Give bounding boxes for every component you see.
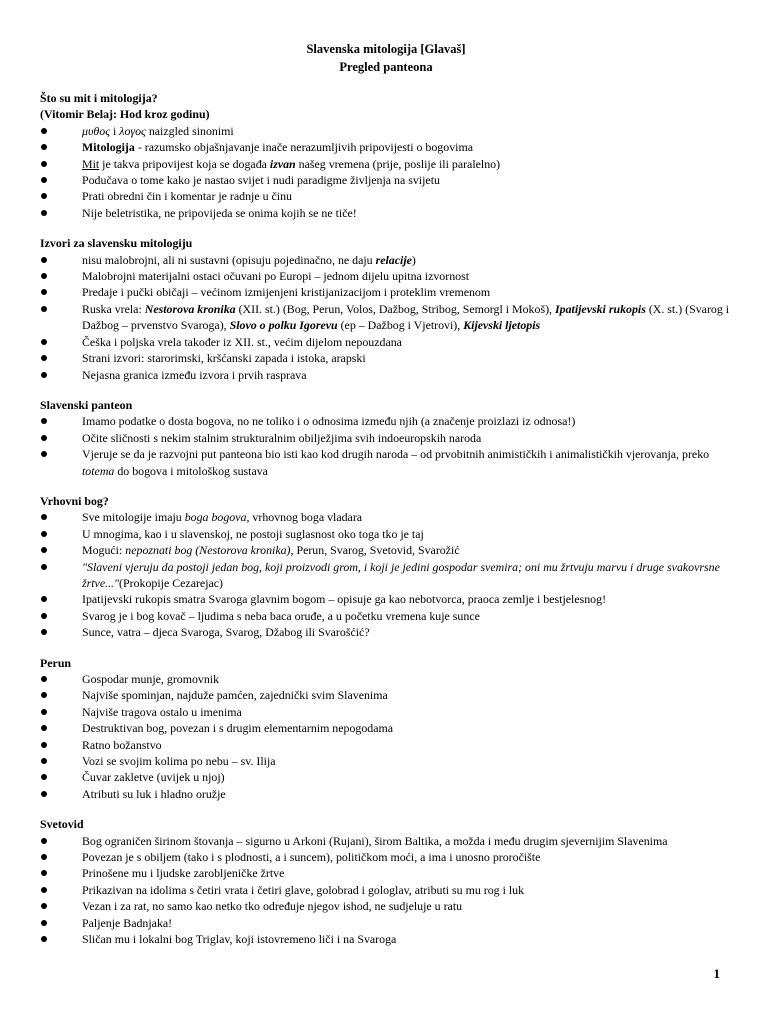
text-run: do bogova i mitološkog sustava	[114, 463, 268, 478]
section-heading: Perun	[40, 655, 72, 670]
text-run: i	[110, 123, 120, 138]
list-item	[40, 915, 732, 931]
document-title: Slavenska mitologija [Glavaš]	[306, 42, 466, 56]
section-perun	[40, 655, 732, 803]
bullet-icon	[41, 547, 47, 553]
text-run: Svarog je i bog kovač – ljudima s neba baca oruđe, a u početku vremena kuje sunce	[82, 608, 480, 623]
text-run: Češka i poljska vrela također iz XII. st., većim dijelom nepouzdana	[82, 334, 402, 349]
list-item	[40, 156, 732, 172]
list-item	[40, 559, 732, 592]
list-item	[40, 205, 732, 221]
bullet-icon	[41, 725, 47, 731]
bullet-icon	[41, 531, 47, 537]
section-svetovid	[40, 816, 732, 947]
text-run: je takva pripovijest koja se događa	[99, 156, 270, 171]
list-item	[40, 786, 732, 802]
list-item	[40, 687, 732, 703]
text-run: (ep – Dažbog i Vjetrovi),	[337, 318, 464, 333]
list-item	[40, 413, 732, 429]
text-run: Očite sličnosti s nekim stalnim strukturalnim obilježjima svih indoeuropskih naroda	[82, 430, 482, 445]
text-run: (X. st.) (Svarog i Dažbog – prvenstvo Svaroga),	[82, 301, 730, 333]
list-item	[40, 172, 732, 188]
list-item	[40, 268, 732, 284]
bullet-icon	[41, 887, 47, 893]
list-item	[40, 526, 732, 542]
bullet-list	[40, 123, 732, 221]
bullet-icon	[41, 161, 47, 167]
text-run: totema	[82, 463, 115, 478]
list-item	[40, 334, 732, 350]
bullet-icon	[41, 870, 47, 876]
bullet-icon	[41, 838, 47, 844]
list-item	[40, 301, 732, 334]
list-item	[40, 542, 732, 558]
list-item	[40, 252, 732, 268]
text-run: Slovo o polku Igorevu	[229, 318, 338, 333]
list-item	[40, 188, 732, 204]
text-run: μυθος	[82, 123, 111, 138]
bullet-icon	[41, 273, 47, 279]
text-run: relacije	[375, 252, 412, 267]
text-run: Paljenje Badnjaka!	[82, 915, 173, 930]
text-run: Gospodar munje, gromovnik	[82, 672, 220, 686]
list-item	[40, 849, 732, 865]
list-item	[40, 753, 732, 769]
text-run: Podučava o tome kako je nastao svijet i nudi paradigme življenja na svijetu	[82, 173, 440, 188]
bullet-icon	[41, 613, 47, 619]
list-item	[40, 898, 732, 914]
list-item	[40, 931, 732, 947]
text-run: našeg vremena (prije, poslije ili paralelno)	[295, 156, 501, 171]
text-run: Čuvar zakletve (uvijek u njoj)	[82, 770, 225, 785]
text-run: Vjeruje se da je razvojni put panteona bio isti kao kod drugih naroda – od prvobitnih animističkih i animalističkih vjerovanja, preko	[82, 447, 710, 462]
section-subheading: (Vitomir Belaj: Hod kroz godinu)	[40, 107, 210, 122]
text-run: Ratno božanstvo	[82, 737, 162, 752]
section-heading: Što su mit i mitologija?	[40, 91, 158, 105]
text-run: Ipatijevski rukopis	[555, 301, 646, 316]
document-subtitle: Pregled panteona	[339, 60, 433, 74]
bullet-icon	[41, 289, 47, 295]
list-item	[40, 865, 732, 881]
text-run: Nije beletristika, ne pripovijeda se onima kojih se ne tiče!	[82, 205, 357, 220]
bullet-icon	[41, 514, 47, 520]
list-item	[40, 720, 732, 736]
text-run: λογος	[119, 123, 146, 138]
text-run: Destruktivan bog, povezan i s drugim elementarnim nepogodama	[82, 721, 394, 736]
text-run: (XII. st.) (Bog, Perun, Volos, Dažbog, Stribog, Semorgl i Mokoš),	[235, 301, 555, 316]
list-item	[40, 446, 732, 479]
bullet-list	[40, 671, 732, 802]
page-number: 1	[713, 966, 720, 981]
text-run: Sličan mu i lokalni bog Triglav, koji istovremeno liči i na Svaroga	[82, 932, 397, 947]
section-heading: Svetovid	[40, 817, 84, 832]
text-run: Mogući:	[82, 543, 126, 558]
text-run: Najviše spominjan, najduže pamćen, zajednički svim Slavenima	[82, 688, 388, 703]
bullet-list	[40, 252, 732, 383]
text-run: boga bogova	[184, 510, 247, 525]
text-run: Vozi se svojim kolima po nebu – sv. Ilija	[82, 754, 276, 769]
bullet-icon	[41, 355, 47, 361]
text-run: (Prokopije Cezarejac)	[119, 575, 224, 590]
bullet-icon	[41, 774, 47, 780]
text-run: Imamo podatke o dosta bogova, no ne toliko i o odnosima između njih (a značenje proizlazi iz odnosa!)	[82, 414, 576, 429]
bullet-list	[40, 509, 732, 640]
list-item	[40, 882, 732, 898]
list-item	[40, 284, 732, 300]
bullet-icon	[41, 144, 47, 150]
document-page	[40, 40, 732, 962]
bullet-icon	[41, 758, 47, 764]
bullet-icon	[41, 920, 47, 926]
list-item	[40, 123, 732, 139]
section-heading: Izvori za slavensku mitologiju	[40, 236, 193, 251]
bullet-icon	[41, 418, 47, 424]
list-item	[40, 509, 732, 525]
bullet-icon	[41, 903, 47, 909]
text-run: Kijevski ljetopis	[463, 318, 541, 333]
text-run: Mit	[82, 156, 100, 171]
text-run: Povezan je s obiljem (tako i s plodnosti, a i suncem), političkom moći, a ima i unosno proročište	[82, 850, 541, 865]
bullet-icon	[41, 936, 47, 942]
section-heading: Slavenski panteon	[40, 397, 133, 412]
list-item	[40, 769, 732, 785]
text-run: "Slaveni vjeruju da postoji jedan bog, koji proizvodi grom, i koji je jedini gospodar svemira; oni mu žrtvuju marvu i druge svakovrsne žrtve..."	[82, 559, 720, 590]
list-item	[40, 608, 732, 624]
text-run: Sunce, vatra – djeca Svaroga, Svarog, Džabog ili Svarošćić?	[82, 625, 370, 640]
list-item	[40, 430, 732, 446]
text-run: Malobrojni materijalni ostaci očuvani po Europi – jednom dijelu upitna izvornost	[82, 269, 470, 284]
bullet-icon	[41, 306, 47, 312]
list-item	[40, 833, 732, 849]
text-run: Atributi su luk i hladno oružje	[82, 786, 226, 801]
list-item	[40, 704, 732, 720]
text-run: naizgled sinonimi	[145, 123, 234, 138]
bullet-icon	[41, 629, 47, 635]
list-item	[40, 350, 732, 366]
bullet-icon	[41, 128, 47, 134]
bullet-icon	[41, 451, 47, 457]
list-item	[40, 624, 732, 640]
bullet-icon	[41, 564, 47, 570]
text-run: Prikazivan na idolima s četiri vrata i četiri glave, golobrad i gologlav, atributi su mu rog i luk	[82, 882, 525, 897]
list-item	[40, 737, 732, 753]
text-run: )	[411, 252, 416, 267]
text-run: izvan	[269, 156, 296, 171]
list-item	[40, 139, 732, 155]
text-run: - razumsko objašnjavanje inače nerazumljivih pripovijesti o bogovima	[134, 140, 473, 155]
section-intro	[40, 90, 732, 221]
list-item	[40, 671, 732, 687]
text-run: , vrhovnog boga vladara	[246, 510, 363, 525]
text-run: Strani izvori: starorimski, kršćanski zapada i istoka, arapski	[82, 351, 366, 366]
bullet-list	[40, 833, 732, 948]
text-run: Nestorova kronika	[144, 301, 236, 316]
bullet-icon	[41, 257, 47, 263]
text-run: Predaje i pučki običaji – većinom izmijenjeni kristijanizacijom i proteklim vremenom	[82, 285, 491, 300]
text-run: Mitologija	[82, 140, 135, 155]
text-run: Nejasna granica između izvora i prvih rasprava	[82, 367, 307, 382]
bullet-icon	[41, 177, 47, 183]
text-run: Ipatijevski rukopis smatra Svaroga glavnim bogom – opisuje ga kao nebotvorca, praoca zemlje i bestjelesnog!	[82, 592, 607, 607]
bullet-icon	[41, 372, 47, 378]
text-run: Najviše tragova ostalo u imenima	[82, 704, 242, 719]
bullet-icon	[41, 692, 47, 698]
text-run: nepoznati bog (Nestorova kronika)	[125, 543, 291, 558]
bullet-icon	[41, 339, 47, 345]
text-run: Prinošene mu i ljudske zarobljeničke žrtve	[82, 866, 285, 881]
bullet-icon	[41, 596, 47, 602]
bullet-list	[40, 413, 732, 479]
bullet-icon	[41, 791, 47, 797]
bullet-icon	[41, 676, 47, 682]
bullet-icon	[41, 435, 47, 441]
text-run: U mnogima, kao i u slavenskoj, ne postoji suglasnost oko toga tko je taj	[82, 526, 424, 541]
text-run: Vezan i za rat, no samo kao netko tko određuje njegov ishod, ne sudjeluje u ratu	[82, 899, 463, 914]
list-item	[40, 591, 732, 607]
bullet-icon	[41, 193, 47, 199]
section-vrhovni-bog	[40, 493, 732, 641]
bullet-icon	[41, 854, 47, 860]
bullet-icon	[41, 742, 47, 748]
text-run: Bog ograničen širinom štovanja – sigurno u Arkoni (Rujani), širom Baltika, a možda i među drugim sjevernijim Slavenima	[82, 833, 668, 848]
section-izvori	[40, 235, 732, 383]
text-run: , Perun, Svarog, Svetovid, Svarožić	[290, 543, 460, 558]
text-run: nisu malobrojni, ali ni sustavni (opisuju pojedinačno, ne daju	[82, 252, 376, 267]
bullet-icon	[41, 709, 47, 715]
section-heading: Vrhovni bog?	[40, 493, 109, 508]
text-run: Sve mitologije imaju	[82, 510, 185, 525]
bullet-icon	[41, 210, 47, 216]
text-run: Prati obredni čin i komentar je radnje u činu	[82, 189, 293, 204]
title-block	[40, 40, 732, 76]
list-item	[40, 367, 732, 383]
section-panteon	[40, 397, 732, 479]
text-run: Ruska vrela:	[82, 301, 145, 316]
